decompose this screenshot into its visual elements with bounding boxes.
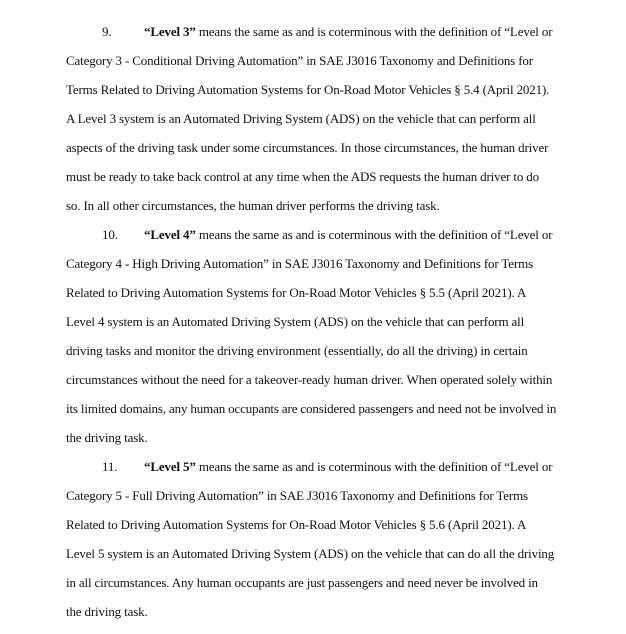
paragraph-line: Category 5 - Full Driving Automation” in SAE J3016 Taxonomy and Definitions for Terms (66, 488, 528, 503)
paragraph-line: Level 5 system is an Automated Driving System (ADS) on the vehicle that can do all the driving (66, 546, 555, 561)
paragraph-line: the driving task. (66, 430, 148, 445)
paragraph-number: 9. (102, 24, 112, 39)
paragraph-line: Related to Driving Automation Systems for On-Road Motor Vehicles § 5.5 (April 2021). A (66, 285, 527, 300)
paragraph-line: circumstances without the need for a takeover-ready human driver. When operated solely within (66, 372, 553, 387)
defined-term: “Level 5” (144, 459, 196, 474)
paragraph-line: the driving task. (66, 604, 148, 619)
paragraph-line: so. In all other circumstances, the human driver performs the driving task. (66, 198, 440, 213)
paragraph-line: Terms Related to Driving Automation Systems for On-Road Motor Vehicles § 5.4 (April 2021). (66, 82, 550, 97)
paragraph-line: Category 4 - High Driving Automation” in SAE J3016 Taxonomy and Definitions for Terms (66, 256, 533, 271)
paragraph-line: aspects of the driving task under some circumstances. In those circumstances, the human driver (66, 140, 549, 155)
paragraph-line: driving tasks and monitor the driving environment (essentially, do all the driving) in certain (66, 343, 528, 358)
paragraph-number: 10. (102, 227, 118, 242)
defined-term: “Level 3” (144, 24, 196, 39)
paragraph-line: must be ready to take back control at any time when the ADS requests the human driver to do (66, 169, 539, 184)
paragraph-line: Category 3 - Conditional Driving Automation” in SAE J3016 Taxonomy and Definitions for (66, 53, 533, 68)
paragraph-text: means the same as and is coterminous with the definition of “Level or (195, 227, 553, 242)
paragraph-line: its limited domains, any human occupants are considered passengers and need not be involved in (66, 401, 557, 416)
paragraph-line: Related to Driving Automation Systems for On-Road Motor Vehicles § 5.6 (April 2021). A (66, 517, 527, 532)
paragraph-line: A Level 3 system is an Automated Driving System (ADS) on the vehicle that can perform all (66, 111, 536, 126)
paragraph-number: 11. (102, 459, 118, 474)
paragraph-11-first-line (102, 459, 552, 475)
paragraph-text: means the same as and is coterminous with the definition of “Level or (195, 24, 553, 39)
paragraph-text: means the same as and is coterminous with the definition of “Level or (195, 459, 553, 474)
defined-term: “Level 4” (144, 227, 196, 242)
paragraph-line: Level 4 system is an Automated Driving System (ADS) on the vehicle that can perform all (66, 314, 525, 329)
paragraph-9-first-line (102, 24, 552, 40)
paragraph-10-first-line (102, 227, 552, 243)
paragraph-line: in all circumstances. Any human occupants are just passengers and need never be involved in (66, 575, 538, 590)
